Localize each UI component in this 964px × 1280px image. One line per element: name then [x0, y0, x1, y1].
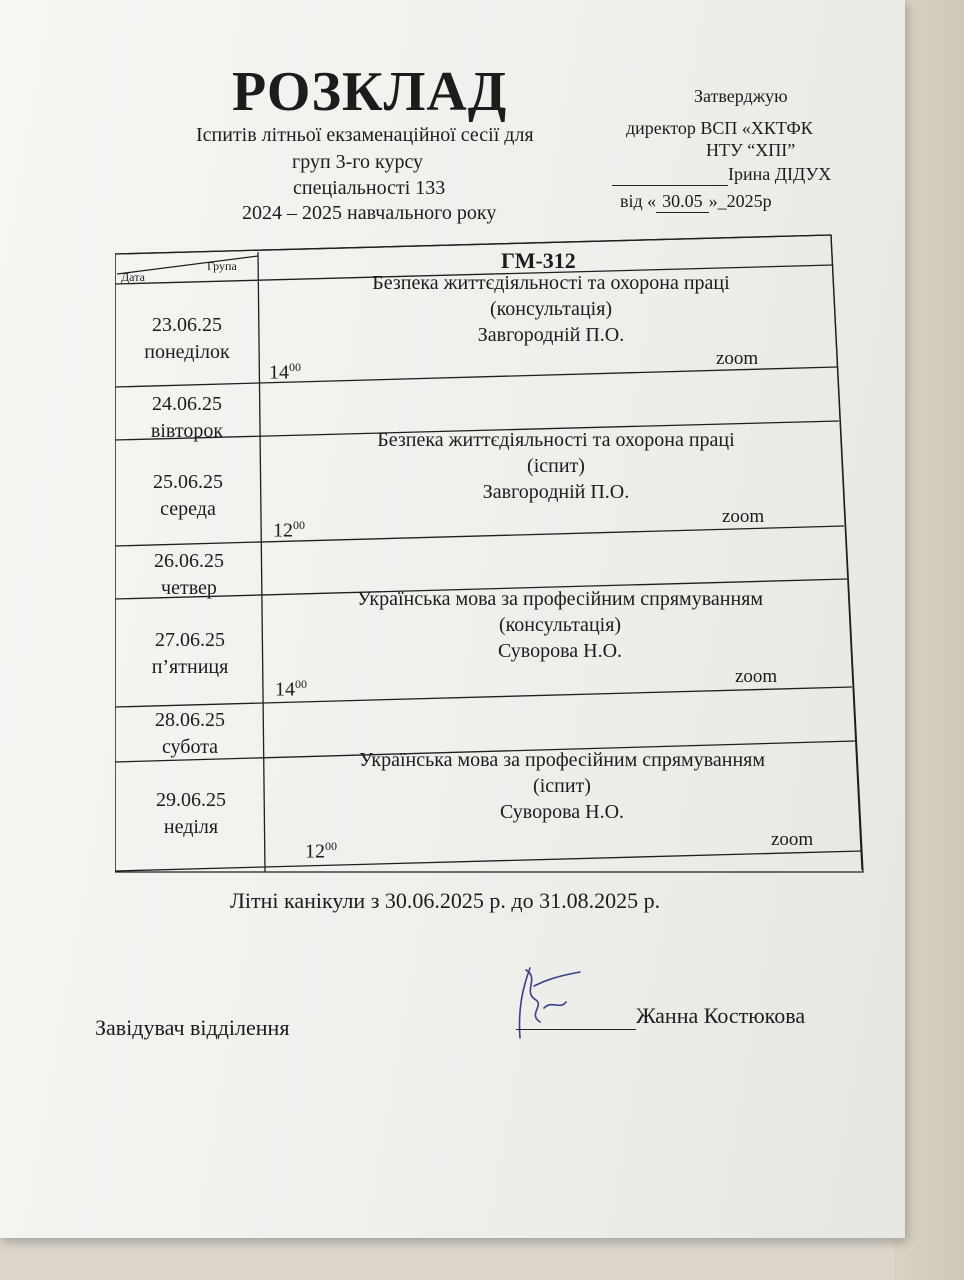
time-minutes: 00	[295, 677, 307, 691]
head-of-department-name: Жанна Костюкова	[636, 1003, 806, 1028]
row-date-cell	[120, 707, 260, 761]
corner-date-label: Дата	[121, 270, 145, 284]
session-type: (іспит)	[533, 775, 591, 797]
row-date: 26.06.25	[154, 550, 224, 572]
page-title: РОЗКЛАД	[232, 61, 508, 123]
handwritten-signature	[500, 950, 640, 1050]
subtitle-line-2: груп 3-го курсу	[292, 151, 424, 173]
session-type: (консультація)	[489, 298, 613, 320]
row-weekday: понеділок	[144, 341, 230, 363]
approval-signature-blank	[612, 164, 728, 186]
row-date-cell	[117, 391, 257, 445]
row-subject-cell	[275, 586, 845, 664]
subject-name: Українська мова за професійним спрямуванням	[358, 749, 766, 771]
session-mode: zoom	[722, 506, 765, 527]
subject-name: Безпека життєдіяльності та охорона праці	[372, 272, 730, 294]
teacher-name: Завгородній П.О.	[477, 324, 625, 346]
time-hour: 12	[273, 519, 293, 542]
row-date: 27.06.25	[155, 629, 225, 651]
approval-date-value: 30.05	[656, 191, 709, 213]
table-bottom-border	[115, 851, 862, 871]
session-type: (консультація)	[498, 614, 622, 636]
session-time	[275, 677, 307, 702]
row-date-cell	[117, 312, 257, 366]
session-mode: zoom	[771, 829, 814, 850]
subject-name: Українська мова за професійним спрямуванням	[356, 588, 764, 610]
approval-director-name: Ірина ДІДУХ	[728, 164, 832, 184]
subtitle-line-1: Іспитів літньої екзаменаційної сесії для	[196, 124, 534, 146]
row-date-cell	[120, 627, 260, 681]
row-date-cell	[119, 548, 259, 602]
row-subject-cell	[271, 427, 841, 505]
corner-group-label: Група	[207, 259, 237, 273]
teacher-name: Суворова Н.О.	[499, 801, 625, 823]
session-type: (іспит)	[527, 455, 585, 477]
row-date: 29.06.25	[156, 789, 226, 811]
row-weekday: четвер	[161, 577, 217, 599]
row-weekday: неділя	[163, 816, 219, 838]
time-minutes: 00	[293, 518, 305, 532]
row-date-cell	[121, 787, 261, 841]
vacation-note: Літні канікули з 30.06.2025 р. до 31.08.2025 р.	[230, 888, 661, 913]
row-date-cell	[118, 469, 258, 523]
teacher-name: Завгородній П.О.	[482, 481, 630, 503]
row-weekday: п’ятниця	[151, 656, 229, 678]
approval-date-prefix: від «	[620, 191, 657, 211]
approval-signature-line	[612, 164, 831, 186]
row-weekday: середа	[160, 498, 216, 520]
session-mode: zoom	[716, 348, 759, 369]
approval-date-suffix: »_2025р	[708, 191, 772, 211]
session-time	[269, 360, 301, 385]
row-date: 28.06.25	[155, 709, 225, 731]
time-minutes: 00	[325, 839, 337, 853]
schedule-table	[115, 234, 863, 874]
subtitle-line-3: спеціальності 133	[293, 177, 446, 199]
group-name-header: ГМ-312	[501, 248, 576, 273]
time-hour: 14	[269, 361, 289, 384]
signature-scribble	[500, 950, 640, 1050]
session-mode: zoom	[735, 666, 778, 687]
row-subject-cell	[277, 747, 847, 825]
subject-name: Безпека життєдіяльності та охорона праці	[377, 429, 735, 451]
date-column-divider	[258, 252, 265, 872]
row-subject-cell	[266, 270, 836, 348]
subtitle-line-4: 2024 – 2025 навчального року	[242, 202, 497, 224]
signature-blank	[516, 1003, 636, 1030]
session-time	[305, 839, 337, 864]
row-date: 25.06.25	[153, 471, 223, 493]
time-hour: 14	[275, 678, 295, 701]
approval-line-3: НТУ “ХПІ”	[706, 140, 796, 160]
table-top-border	[115, 235, 831, 254]
row-date: 23.06.25	[152, 314, 222, 336]
row-weekday: вівторок	[150, 420, 224, 442]
row-weekday: субота	[161, 736, 219, 758]
row-divider-3	[115, 526, 844, 546]
row-divider-1	[115, 367, 837, 387]
time-minutes: 00	[289, 360, 301, 374]
time-hour: 12	[305, 840, 325, 863]
row-divider-5	[115, 687, 852, 707]
approval-date	[620, 191, 772, 213]
head-signature-line	[516, 1003, 805, 1030]
approval-line-1: Затверджую	[694, 86, 788, 106]
head-of-department-title: Завідувач відділення	[95, 1015, 290, 1040]
teacher-name: Суворова Н.О.	[497, 640, 623, 662]
row-date: 24.06.25	[152, 393, 222, 415]
approval-line-2: директор ВСП «ХКТФК	[626, 118, 813, 138]
session-time	[273, 518, 305, 543]
